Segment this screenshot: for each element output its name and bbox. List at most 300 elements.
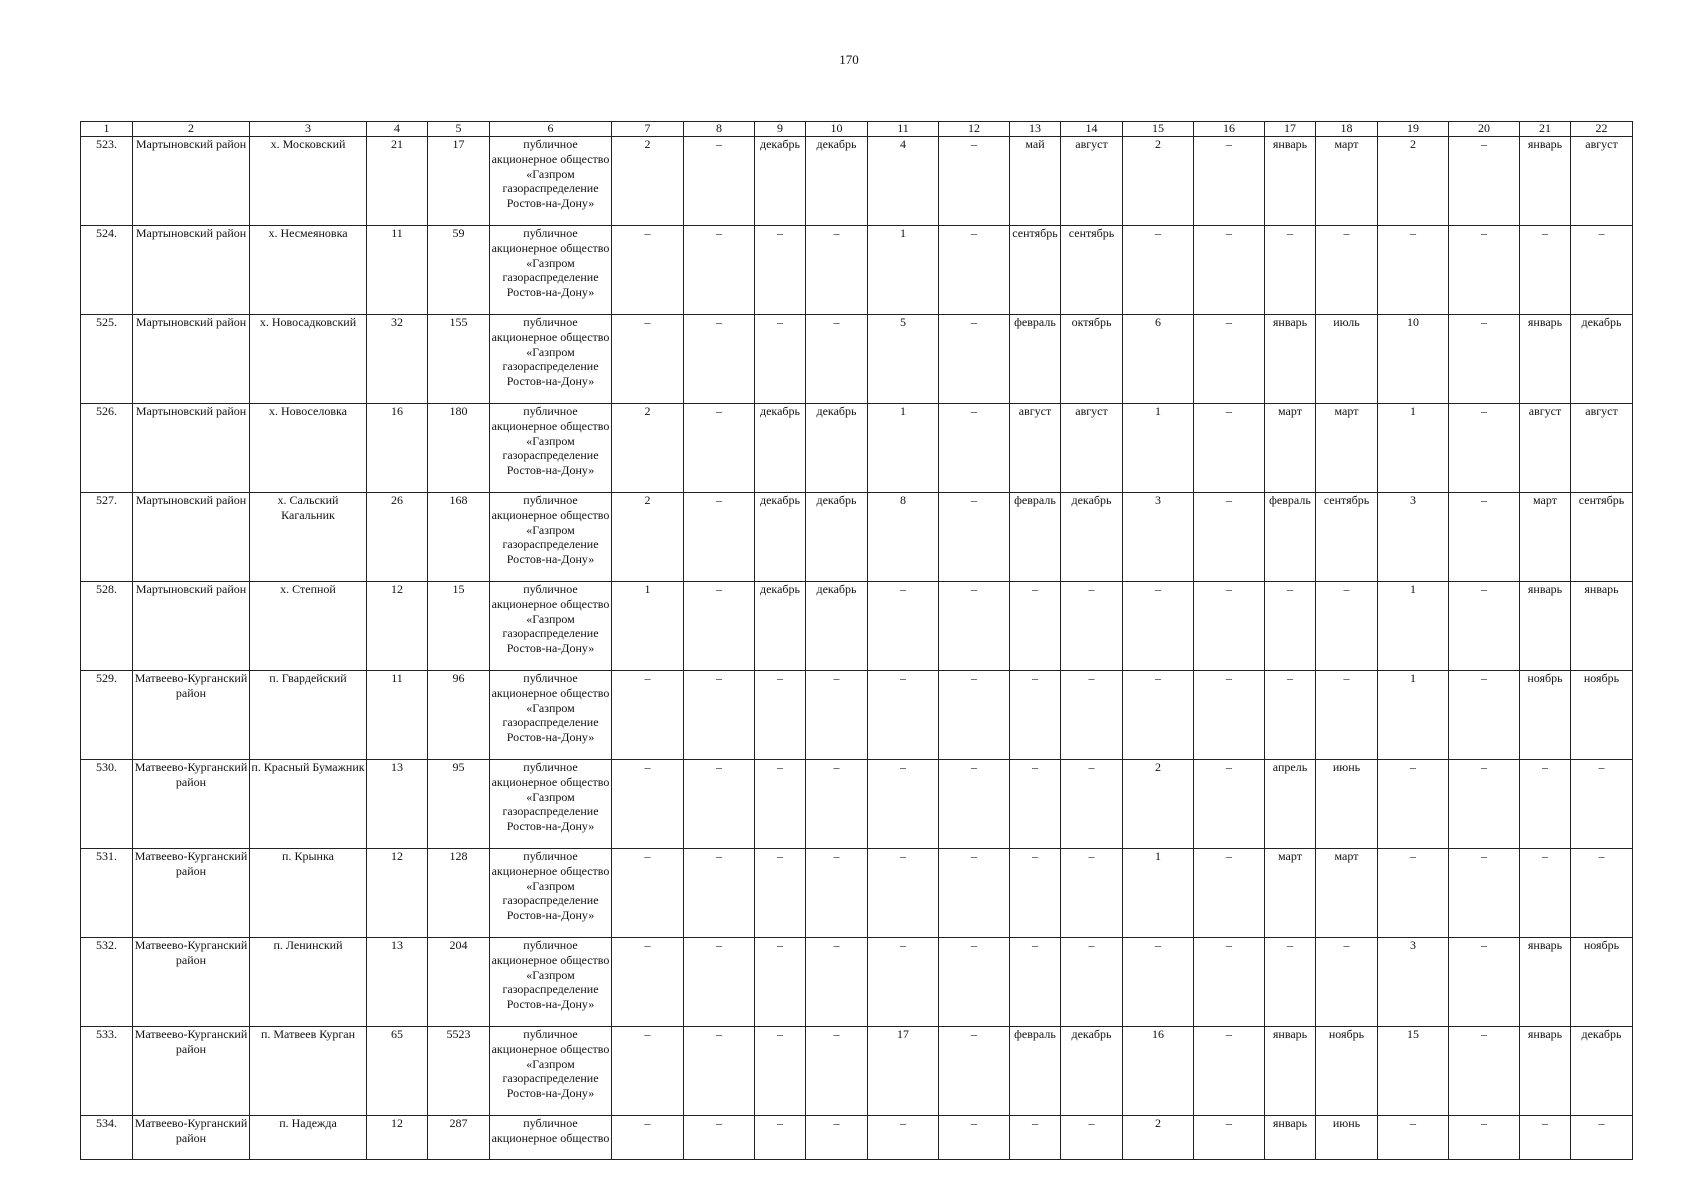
table-cell: – xyxy=(1061,760,1123,849)
table-cell: ноябрь xyxy=(1571,938,1633,1027)
table-cell: 524. xyxy=(81,226,133,315)
table-cell: Мартыновский район xyxy=(133,137,250,226)
column-header: 6 xyxy=(490,122,612,137)
table-cell: февраль xyxy=(1010,1027,1061,1116)
table-cell: – xyxy=(612,1116,684,1160)
table-cell: январь xyxy=(1520,1027,1571,1116)
table-cell: – xyxy=(1010,760,1061,849)
table-cell: – xyxy=(1520,1116,1571,1160)
table-cell: 6 xyxy=(1123,315,1194,404)
table-cell: – xyxy=(1194,671,1265,760)
table-cell: март xyxy=(1316,849,1378,938)
table-cell: – xyxy=(1061,1116,1123,1160)
table-cell: 534. xyxy=(81,1116,133,1160)
table-cell: – xyxy=(1123,226,1194,315)
table-cell: – xyxy=(939,938,1010,1027)
table-cell: февраль xyxy=(1265,493,1316,582)
table-cell: Матвеево-Курганский район xyxy=(133,760,250,849)
table-cell: – xyxy=(1449,1027,1520,1116)
table-cell: 2 xyxy=(1378,137,1449,226)
table-cell: 11 xyxy=(367,671,428,760)
table-cell: 531. xyxy=(81,849,133,938)
table-cell: июнь xyxy=(1316,1116,1378,1160)
table-cell: 17 xyxy=(428,137,490,226)
table-cell: январь xyxy=(1520,938,1571,1027)
column-header: 2 xyxy=(133,122,250,137)
table-cell: 12 xyxy=(367,1116,428,1160)
table-cell: март xyxy=(1316,137,1378,226)
table-cell: – xyxy=(1449,493,1520,582)
table-cell: – xyxy=(684,226,755,315)
table-cell: – xyxy=(1449,137,1520,226)
table-cell: Матвеево-Курганский район xyxy=(133,849,250,938)
table-cell: 21 xyxy=(367,137,428,226)
table-cell: публичное акционерное общество «Газпром газораспределение Ростов-на-Дону» xyxy=(490,137,612,226)
table-cell: 65 xyxy=(367,1027,428,1116)
table-cell: публичное акционерное общество «Газпром газораспределение Ростов-на-Дону» xyxy=(490,226,612,315)
table-cell: – xyxy=(1449,938,1520,1027)
table-cell: публичное акционерное общество «Газпром газораспределение Ростов-на-Дону» xyxy=(490,760,612,849)
table-cell: – xyxy=(1316,938,1378,1027)
table-cell: – xyxy=(939,671,1010,760)
table-cell: – xyxy=(939,760,1010,849)
table-cell: 128 xyxy=(428,849,490,938)
table-row xyxy=(81,493,1633,582)
table-cell: июнь xyxy=(1316,760,1378,849)
table-cell: 168 xyxy=(428,493,490,582)
table-cell: – xyxy=(1194,226,1265,315)
table-cell: – xyxy=(806,226,868,315)
table-row xyxy=(81,760,1633,849)
table-cell: 2 xyxy=(612,493,684,582)
table-cell: – xyxy=(1194,849,1265,938)
table-cell: апрель xyxy=(1265,760,1316,849)
table-cell: – xyxy=(684,315,755,404)
column-header: 17 xyxy=(1265,122,1316,137)
table-cell: 532. xyxy=(81,938,133,1027)
table-cell: май xyxy=(1010,137,1061,226)
column-header: 3 xyxy=(250,122,367,137)
table-cell: – xyxy=(684,1027,755,1116)
page-number: 170 xyxy=(839,52,859,67)
table-cell: – xyxy=(1449,582,1520,671)
table-cell: 2 xyxy=(612,137,684,226)
table-cell: – xyxy=(684,671,755,760)
table-cell: – xyxy=(1571,1116,1633,1160)
table-cell: март xyxy=(1265,404,1316,493)
table-cell: – xyxy=(1194,493,1265,582)
table-cell: декабрь xyxy=(806,404,868,493)
table-cell: 2 xyxy=(612,404,684,493)
table-cell: – xyxy=(806,849,868,938)
table-cell: – xyxy=(1316,671,1378,760)
table-cell: Матвеево-Курганский район xyxy=(133,938,250,1027)
table-body xyxy=(81,137,1633,1160)
table-cell: декабрь xyxy=(755,493,806,582)
table-cell: август xyxy=(1061,404,1123,493)
table-row xyxy=(81,315,1633,404)
table-cell: 3 xyxy=(1378,938,1449,1027)
table-cell: сентябрь xyxy=(1010,226,1061,315)
table-cell: 526. xyxy=(81,404,133,493)
table-cell: ноябрь xyxy=(1571,671,1633,760)
table-cell: – xyxy=(1265,226,1316,315)
table-cell: 17 xyxy=(868,1027,939,1116)
table-cell: август xyxy=(1061,137,1123,226)
table-cell: п. Гвардейский xyxy=(250,671,367,760)
table-cell: – xyxy=(755,938,806,1027)
table-cell: – xyxy=(1520,849,1571,938)
table-cell: 529. xyxy=(81,671,133,760)
column-header: 22 xyxy=(1571,122,1633,137)
column-header: 18 xyxy=(1316,122,1378,137)
table-cell: – xyxy=(755,849,806,938)
table-cell: – xyxy=(1010,1116,1061,1160)
table-cell: – xyxy=(868,671,939,760)
table-cell: – xyxy=(939,582,1010,671)
table-row xyxy=(81,582,1633,671)
table-cell: Мартыновский район xyxy=(133,404,250,493)
column-header: 4 xyxy=(367,122,428,137)
table-cell: – xyxy=(868,760,939,849)
table-cell: – xyxy=(612,938,684,1027)
table-cell: – xyxy=(612,671,684,760)
table-cell: – xyxy=(612,315,684,404)
table-row xyxy=(81,1116,1633,1160)
table-cell: – xyxy=(1449,760,1520,849)
table-cell: январь xyxy=(1520,315,1571,404)
table-cell: Матвеево-Курганский район xyxy=(133,1027,250,1116)
table-cell: 15 xyxy=(1378,1027,1449,1116)
table-cell: – xyxy=(684,760,755,849)
table-cell: 59 xyxy=(428,226,490,315)
table-cell: декабрь xyxy=(806,493,868,582)
table-cell: – xyxy=(1010,849,1061,938)
table-cell: – xyxy=(939,1116,1010,1160)
table-cell: март xyxy=(1520,493,1571,582)
table-cell: – xyxy=(1571,226,1633,315)
table-cell: х. Московский xyxy=(250,137,367,226)
table-cell: – xyxy=(755,226,806,315)
gasification-schedule-table xyxy=(80,121,1633,1160)
table-cell: – xyxy=(806,671,868,760)
table-cell: – xyxy=(1194,1116,1265,1160)
table-cell: публичное акционерное общество xyxy=(490,1116,612,1160)
column-header: 8 xyxy=(684,122,755,137)
table-cell: Матвеево-Курганский район xyxy=(133,671,250,760)
table-cell: декабрь xyxy=(755,137,806,226)
table-cell: – xyxy=(1378,226,1449,315)
table-cell: – xyxy=(1520,760,1571,849)
column-header: 14 xyxy=(1061,122,1123,137)
table-cell: 525. xyxy=(81,315,133,404)
table-row xyxy=(81,226,1633,315)
table-cell: – xyxy=(1061,671,1123,760)
table-cell: – xyxy=(684,137,755,226)
table-cell: 1 xyxy=(1378,404,1449,493)
table-cell: – xyxy=(1123,938,1194,1027)
table-cell: – xyxy=(868,849,939,938)
table-cell: – xyxy=(1194,938,1265,1027)
table-cell: – xyxy=(755,671,806,760)
table-row xyxy=(81,137,1633,226)
table-cell: 1 xyxy=(868,404,939,493)
table-cell: 1 xyxy=(1123,849,1194,938)
table-cell: – xyxy=(806,760,868,849)
table-cell: 95 xyxy=(428,760,490,849)
table-cell: август xyxy=(1571,137,1633,226)
table-cell: – xyxy=(612,1027,684,1116)
table-cell: 5 xyxy=(868,315,939,404)
table-cell: – xyxy=(684,1116,755,1160)
table-cell: – xyxy=(868,938,939,1027)
table-cell: август xyxy=(1571,404,1633,493)
table-cell: август xyxy=(1520,404,1571,493)
table-cell: – xyxy=(1123,671,1194,760)
table-cell: публичное акционерное общество «Газпром газораспределение Ростов-на-Дону» xyxy=(490,582,612,671)
table-cell: 15 xyxy=(428,582,490,671)
table-cell: – xyxy=(1449,849,1520,938)
table-cell: 155 xyxy=(428,315,490,404)
table-cell: декабрь xyxy=(755,404,806,493)
table-cell: январь xyxy=(1265,1116,1316,1160)
table-cell: – xyxy=(1449,671,1520,760)
table-cell: 3 xyxy=(1123,493,1194,582)
table-cell: декабрь xyxy=(1061,493,1123,582)
table-cell: х. Новосадковский xyxy=(250,315,367,404)
table-cell: – xyxy=(1316,226,1378,315)
table-cell: июль xyxy=(1316,315,1378,404)
table-cell: – xyxy=(684,582,755,671)
table-cell: – xyxy=(868,582,939,671)
table-cell: 2 xyxy=(1123,1116,1194,1160)
table-cell: 11 xyxy=(367,226,428,315)
table-cell: х. Новоселовка xyxy=(250,404,367,493)
table-cell: февраль xyxy=(1010,315,1061,404)
table-row xyxy=(81,671,1633,760)
table-cell: декабрь xyxy=(806,137,868,226)
table-cell: – xyxy=(755,1116,806,1160)
column-header: 11 xyxy=(868,122,939,137)
table-cell: август xyxy=(1010,404,1061,493)
table-cell: Мартыновский район xyxy=(133,582,250,671)
table-cell: Мартыновский район xyxy=(133,315,250,404)
table-row xyxy=(81,404,1633,493)
table-cell: Мартыновский район xyxy=(133,493,250,582)
table-cell: 1 xyxy=(1123,404,1194,493)
table-cell: – xyxy=(1061,938,1123,1027)
column-header: 7 xyxy=(612,122,684,137)
table-cell: п. Красный Бумажник xyxy=(250,760,367,849)
table-cell: декабрь xyxy=(1571,315,1633,404)
table-cell: январь xyxy=(1265,315,1316,404)
table-cell: – xyxy=(939,137,1010,226)
table-cell: 13 xyxy=(367,938,428,1027)
table-cell: – xyxy=(684,404,755,493)
table-cell: январь xyxy=(1265,1027,1316,1116)
table-cell: 12 xyxy=(367,582,428,671)
table-cell: 96 xyxy=(428,671,490,760)
table-cell: – xyxy=(1316,582,1378,671)
table-row xyxy=(81,938,1633,1027)
table-cell: ноябрь xyxy=(1316,1027,1378,1116)
table-cell: – xyxy=(684,849,755,938)
table-cell: ноябрь xyxy=(1520,671,1571,760)
table-cell: – xyxy=(939,226,1010,315)
table-cell: – xyxy=(1378,760,1449,849)
table-cell: – xyxy=(1571,760,1633,849)
table-cell: – xyxy=(939,849,1010,938)
table-cell: 1 xyxy=(612,582,684,671)
table-cell: октябрь xyxy=(1061,315,1123,404)
column-header: 1 xyxy=(81,122,133,137)
table-cell: – xyxy=(806,1027,868,1116)
table-cell: март xyxy=(1316,404,1378,493)
table-cell: 533. xyxy=(81,1027,133,1116)
table-cell: – xyxy=(1194,315,1265,404)
table-cell: сентябрь xyxy=(1571,493,1633,582)
table-cell: сентябрь xyxy=(1316,493,1378,582)
table-cell: – xyxy=(1265,671,1316,760)
table-cell: 13 xyxy=(367,760,428,849)
table-cell: март xyxy=(1265,849,1316,938)
table-cell: 8 xyxy=(868,493,939,582)
table-cell: х. Сальский Кагальник xyxy=(250,493,367,582)
table-cell: 527. xyxy=(81,493,133,582)
table-cell: 2 xyxy=(1123,760,1194,849)
table-cell: 2 xyxy=(1123,137,1194,226)
table-cell: 180 xyxy=(428,404,490,493)
table-cell: 530. xyxy=(81,760,133,849)
table-cell: 4 xyxy=(868,137,939,226)
table-cell: 1 xyxy=(1378,582,1449,671)
table-cell: 16 xyxy=(1123,1027,1194,1116)
table-cell: – xyxy=(939,404,1010,493)
table-cell: – xyxy=(1194,137,1265,226)
table-cell: – xyxy=(1449,1116,1520,1160)
table-cell: январь xyxy=(1571,582,1633,671)
table-cell: – xyxy=(1194,582,1265,671)
table-cell: п. Надежда xyxy=(250,1116,367,1160)
table-cell: 204 xyxy=(428,938,490,1027)
table-row xyxy=(81,849,1633,938)
table-cell: публичное акционерное общество «Газпром газораспределение Ростов-на-Дону» xyxy=(490,1027,612,1116)
table-cell: – xyxy=(755,760,806,849)
table-cell: – xyxy=(939,1027,1010,1116)
table-cell: 1 xyxy=(868,226,939,315)
column-header: 10 xyxy=(806,122,868,137)
table-cell: 32 xyxy=(367,315,428,404)
table-cell: 10 xyxy=(1378,315,1449,404)
table-cell: 528. xyxy=(81,582,133,671)
table-cell: – xyxy=(1571,849,1633,938)
table-cell: декабрь xyxy=(1571,1027,1633,1116)
table-cell: п. Ленинский xyxy=(250,938,367,1027)
table-cell: – xyxy=(1194,760,1265,849)
table-cell: январь xyxy=(1520,582,1571,671)
table-cell: – xyxy=(1010,938,1061,1027)
column-header: 13 xyxy=(1010,122,1061,137)
column-header: 5 xyxy=(428,122,490,137)
table-cell: 16 xyxy=(367,404,428,493)
table-cell: – xyxy=(806,1116,868,1160)
table-cell: х. Несмеяновка xyxy=(250,226,367,315)
table-cell: – xyxy=(612,760,684,849)
table-cell: – xyxy=(1265,582,1316,671)
table-cell: Мартыновский район xyxy=(133,226,250,315)
table-cell: п. Матвеев Курган xyxy=(250,1027,367,1116)
table-cell: п. Крынка xyxy=(250,849,367,938)
table-cell: 1 xyxy=(1378,671,1449,760)
table-cell: публичное акционерное общество «Газпром газораспределение Ростов-на-Дону» xyxy=(490,404,612,493)
table-cell: публичное акционерное общество «Газпром газораспределение Ростов-на-Дону» xyxy=(490,315,612,404)
column-header: 19 xyxy=(1378,122,1449,137)
column-header: 16 xyxy=(1194,122,1265,137)
table-cell: 523. xyxy=(81,137,133,226)
table-cell: – xyxy=(684,493,755,582)
table-cell: 5523 xyxy=(428,1027,490,1116)
column-header: 12 xyxy=(939,122,1010,137)
table-cell: – xyxy=(939,315,1010,404)
table-cell: – xyxy=(806,315,868,404)
table-cell: – xyxy=(1061,849,1123,938)
table-cell: публичное акционерное общество «Газпром газораспределение Ростов-на-Дону» xyxy=(490,493,612,582)
table-cell: – xyxy=(939,493,1010,582)
column-header: 21 xyxy=(1520,122,1571,137)
column-header: 20 xyxy=(1449,122,1520,137)
table-cell: декабрь xyxy=(806,582,868,671)
table-cell: – xyxy=(1010,671,1061,760)
column-header: 9 xyxy=(755,122,806,137)
table-cell: – xyxy=(1123,582,1194,671)
table-cell: – xyxy=(1378,849,1449,938)
table-cell: 12 xyxy=(367,849,428,938)
table-cell: январь xyxy=(1265,137,1316,226)
table-cell: – xyxy=(1378,1116,1449,1160)
table-cell: – xyxy=(755,315,806,404)
table-cell: январь xyxy=(1520,137,1571,226)
column-header: 15 xyxy=(1123,122,1194,137)
table-cell: – xyxy=(755,1027,806,1116)
table-cell: публичное акционерное общество «Газпром газораспределение Ростов-на-Дону» xyxy=(490,938,612,1027)
table-cell: – xyxy=(868,1116,939,1160)
column-number-row xyxy=(81,122,1633,137)
table-cell: – xyxy=(1061,582,1123,671)
table-cell: – xyxy=(1265,938,1316,1027)
table-cell: февраль xyxy=(1010,493,1061,582)
table-cell: Матвеево-Курганский район xyxy=(133,1116,250,1160)
table-cell: 26 xyxy=(367,493,428,582)
table-cell: х. Степной xyxy=(250,582,367,671)
table-cell: декабрь xyxy=(1061,1027,1123,1116)
table-cell: 3 xyxy=(1378,493,1449,582)
table-cell: – xyxy=(684,938,755,1027)
table-cell: – xyxy=(1449,404,1520,493)
table-cell: – xyxy=(1194,1027,1265,1116)
table-cell: публичное акционерное общество «Газпром газораспределение Ростов-на-Дону» xyxy=(490,849,612,938)
table-cell: – xyxy=(612,849,684,938)
table-cell: – xyxy=(806,938,868,1027)
table-cell: – xyxy=(1449,226,1520,315)
table-cell: – xyxy=(1449,315,1520,404)
table-cell: публичное акционерное общество «Газпром газораспределение Ростов-на-Дону» xyxy=(490,671,612,760)
table-cell: – xyxy=(1520,226,1571,315)
table-cell: – xyxy=(1194,404,1265,493)
table-cell: – xyxy=(612,226,684,315)
table-cell: декабрь xyxy=(755,582,806,671)
table-cell: сентябрь xyxy=(1061,226,1123,315)
table-row xyxy=(81,1027,1633,1116)
